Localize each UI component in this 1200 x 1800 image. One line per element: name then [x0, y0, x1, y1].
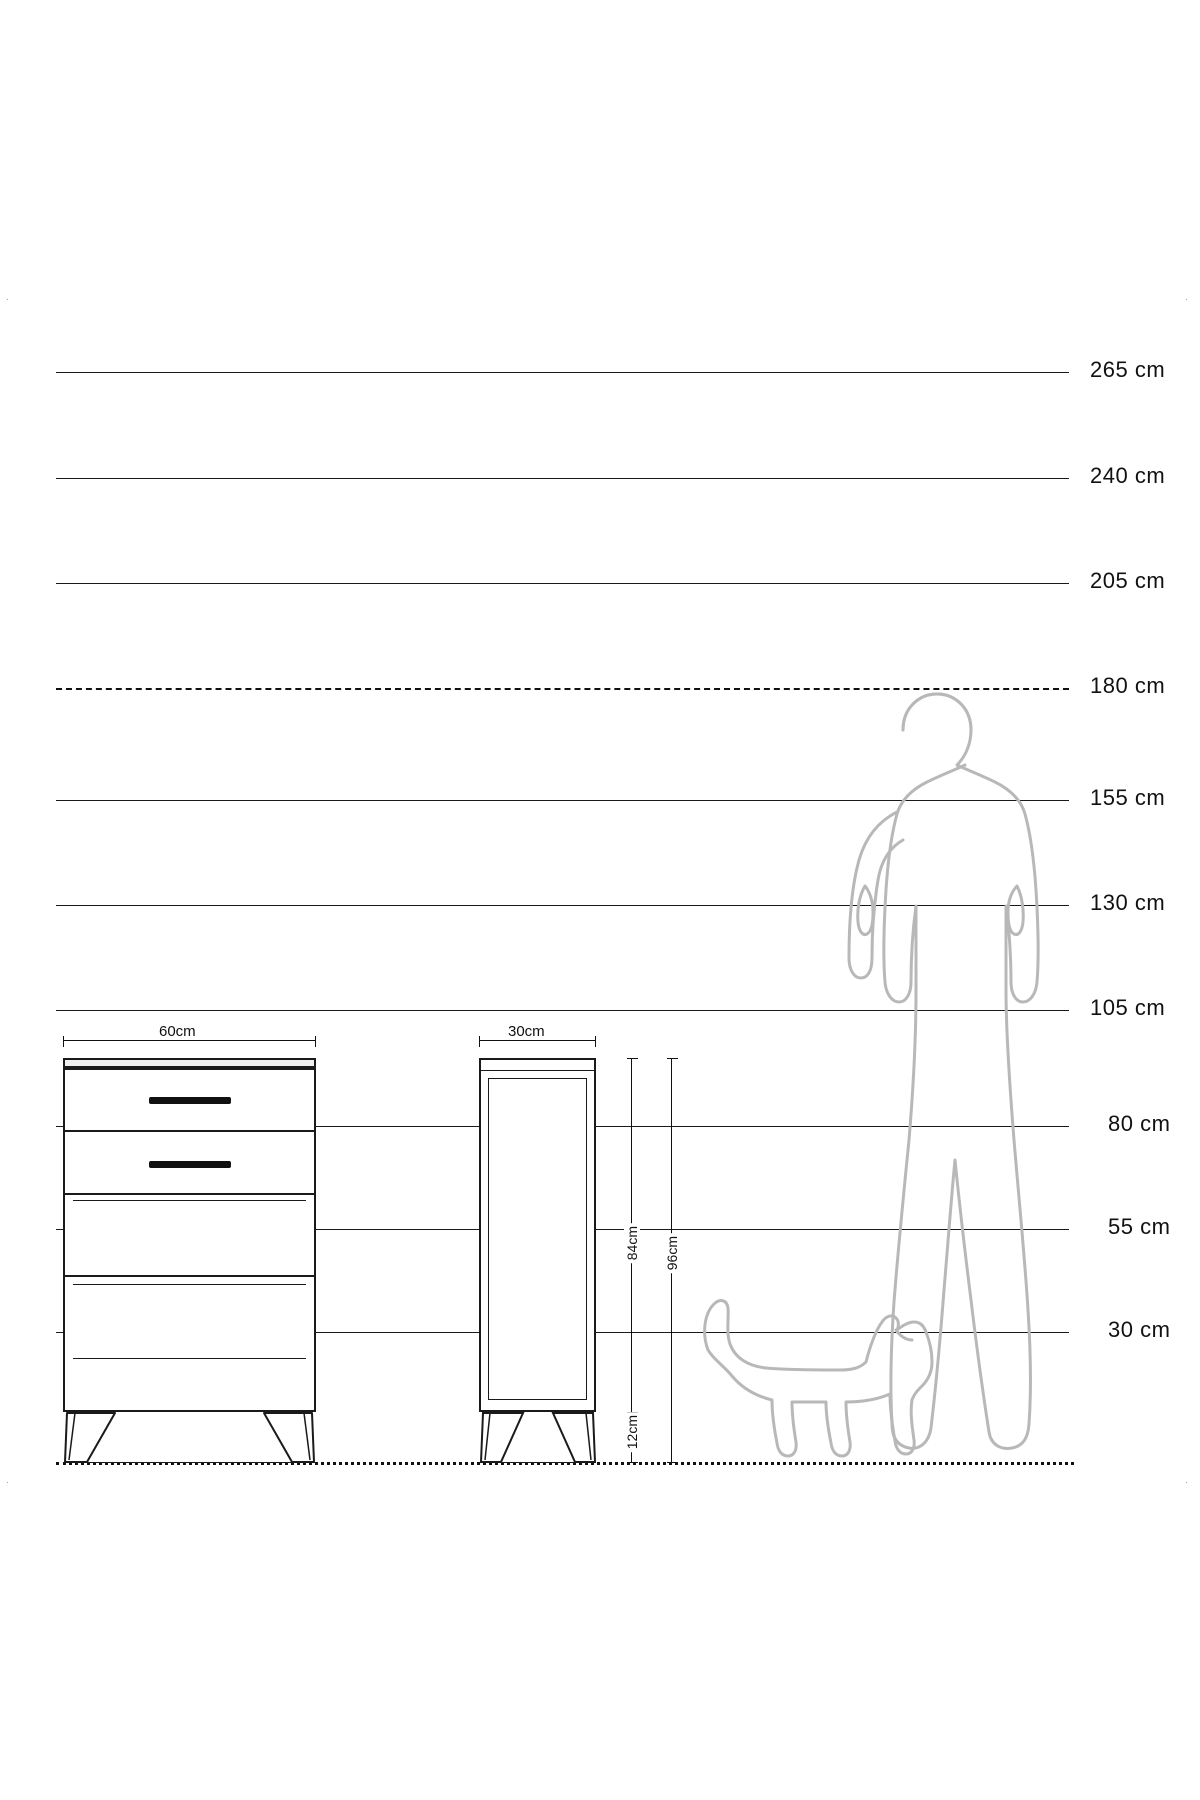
dresser-unit: [63, 1058, 316, 1462]
width-dimension-60cm-label: 60cm: [155, 1023, 200, 1040]
scale-label-55: 55 cm: [1108, 1214, 1171, 1239]
dresser-shelf-bottom-edge: [73, 1358, 306, 1359]
height-dimension-96cm: [664, 1058, 680, 1462]
height-dimension-84cm-label: 84cm: [624, 1223, 640, 1263]
width-dimension-60cm: [63, 1023, 316, 1041]
registration-mark-top-right: .: [1185, 292, 1188, 303]
scale-label-155: 155 cm: [1090, 785, 1166, 810]
tall-cabinet-leg-right: [549, 1412, 595, 1464]
dresser-shelf-top-edge: [73, 1200, 306, 1201]
width-dimension-30cm: [479, 1023, 596, 1041]
height-dimension-12cm-label: 12cm: [624, 1412, 640, 1452]
registration-mark-bottom-right: .: [1185, 1475, 1188, 1486]
scale-line-265: [56, 372, 1069, 373]
scale-line-240: [56, 478, 1069, 479]
tall-cabinet-door-panel[interactable]: [488, 1078, 587, 1400]
dresser-carcass: [63, 1068, 316, 1412]
dresser-drawer-2-divider: [65, 1193, 314, 1195]
tall-cabinet-top-edge: [479, 1070, 596, 1071]
scale-label-30: 30 cm: [1108, 1317, 1171, 1342]
scale-label-80: 80 cm: [1108, 1111, 1171, 1136]
scale-label-130: 130 cm: [1090, 890, 1166, 915]
scale-label-240: 240 cm: [1090, 463, 1166, 488]
dresser-shelf-lower-edge: [73, 1284, 306, 1285]
tall-cabinet-leg-left: [481, 1412, 527, 1464]
dresser-top: [63, 1058, 316, 1068]
dresser-drawer-1-divider: [65, 1130, 314, 1132]
height-dimension-96cm-label: 96cm: [664, 1233, 680, 1273]
scale-line-205: [56, 583, 1069, 584]
scale-label-265: 265 cm: [1090, 357, 1166, 382]
width-dimension-30cm-label: 30cm: [504, 1023, 549, 1040]
scale-label-180: 180 cm: [1090, 673, 1166, 698]
dresser-base-line: [63, 1462, 316, 1463]
dresser-drawer-1-handle[interactable]: [149, 1097, 231, 1104]
registration-mark-top-left: .: [6, 292, 9, 303]
scale-label-205: 205 cm: [1090, 568, 1166, 593]
registration-mark-bottom-left: .: [6, 1475, 9, 1486]
tall-cabinet-unit: [479, 1058, 596, 1462]
height-dimension-12cm: [624, 1412, 640, 1462]
tall-cabinet-base-line: [479, 1462, 596, 1463]
dresser-leg-right: [258, 1412, 314, 1464]
dresser-shelf-divider: [65, 1275, 314, 1277]
cat-silhouette: [700, 1290, 950, 1465]
scale-label-105: 105 cm: [1090, 995, 1166, 1020]
dresser-drawer-2-handle[interactable]: [149, 1161, 231, 1168]
dresser-leg-left: [65, 1412, 121, 1464]
